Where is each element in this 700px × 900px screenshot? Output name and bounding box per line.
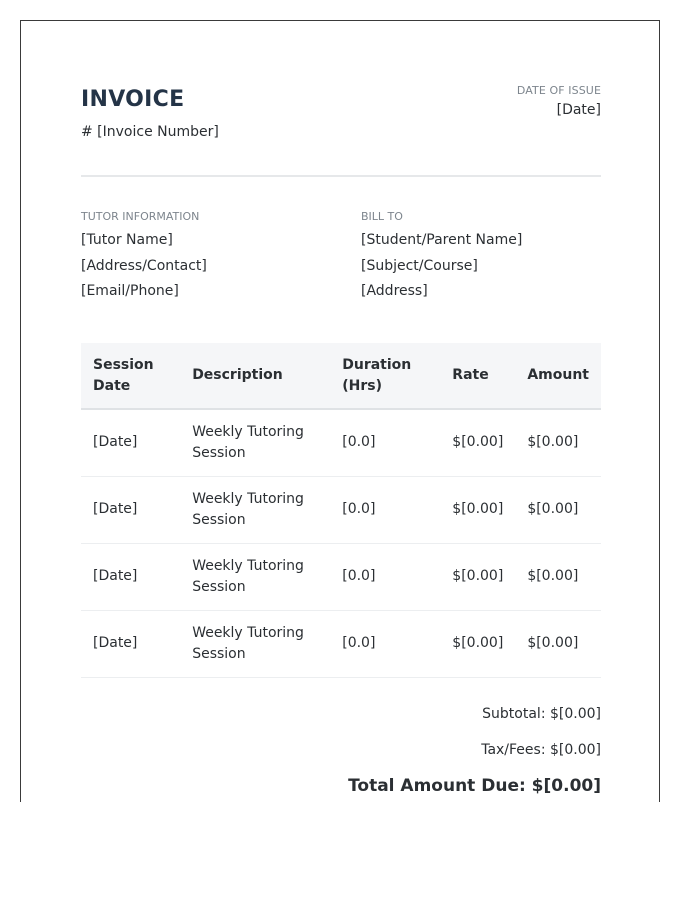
date-of-issue-label: DATE OF ISSUE	[516, 84, 601, 97]
cell-duration: [0.0]	[330, 409, 440, 476]
col-header-duration: Duration (Hrs)	[330, 343, 440, 409]
cell-session-date: [Date]	[81, 610, 180, 677]
cell-amount: $[0.00]	[515, 610, 601, 677]
cell-rate: $[0.00]	[440, 476, 515, 543]
table-row	[81, 476, 601, 543]
bill-to-address: [Address]	[361, 283, 428, 299]
cell-description: Weekly Tutoring Session	[180, 610, 330, 677]
cell-session-date: [Date]	[81, 476, 180, 543]
invoice-title: INVOICE	[81, 87, 185, 112]
totals-block	[348, 702, 601, 798]
cell-session-date: [Date]	[81, 409, 180, 476]
cell-session-date: [Date]	[81, 543, 180, 610]
cell-rate: $[0.00]	[440, 610, 515, 677]
cell-duration: [0.0]	[330, 476, 440, 543]
invoice-sheet	[20, 20, 660, 802]
cell-description: Weekly Tutoring Session	[180, 543, 330, 610]
bill-to	[361, 210, 601, 305]
subtotal: Subtotal: $[0.00]	[482, 706, 601, 722]
date-of-issue-value: [Date]	[556, 102, 601, 118]
tutor-name: [Tutor Name]	[81, 232, 173, 248]
col-header-description: Description	[180, 343, 330, 409]
total-amount-due: Total Amount Due: $[0.00]	[348, 776, 601, 796]
invoice-number: # [Invoice Number]	[81, 124, 219, 140]
cell-duration: [0.0]	[330, 610, 440, 677]
header-divider	[81, 175, 601, 177]
bill-to-subject: [Subject/Course]	[361, 257, 478, 274]
col-header-amount: Amount	[515, 343, 601, 409]
cell-amount: $[0.00]	[515, 476, 601, 543]
table-row	[81, 543, 601, 610]
cell-duration: [0.0]	[330, 543, 440, 610]
col-header-session-date: Session Date	[81, 343, 180, 409]
cell-amount: $[0.00]	[515, 409, 601, 476]
tutor-contact: [Email/Phone]	[81, 283, 179, 299]
bill-to-name: [Student/Parent Name]	[361, 232, 523, 248]
cell-description: Weekly Tutoring Session	[180, 476, 330, 543]
cell-rate: $[0.00]	[440, 409, 515, 476]
date-of-issue-block	[517, 84, 601, 118]
table-row	[81, 610, 601, 677]
sessions-table	[81, 343, 601, 678]
table-header-row	[81, 343, 601, 409]
cell-rate: $[0.00]	[440, 543, 515, 610]
bill-to-label: BILL TO	[361, 210, 403, 223]
table-row	[81, 409, 601, 476]
cell-description: Weekly Tutoring Session	[180, 409, 330, 476]
tutor-address: [Address/Contact]	[81, 257, 207, 274]
col-header-rate: Rate	[440, 343, 515, 409]
cell-amount: $[0.00]	[515, 543, 601, 610]
tutor-info-label: TUTOR INFORMATION	[81, 210, 200, 223]
tax-fees: Tax/Fees: $[0.00]	[481, 742, 601, 758]
tutor-information	[81, 210, 321, 305]
